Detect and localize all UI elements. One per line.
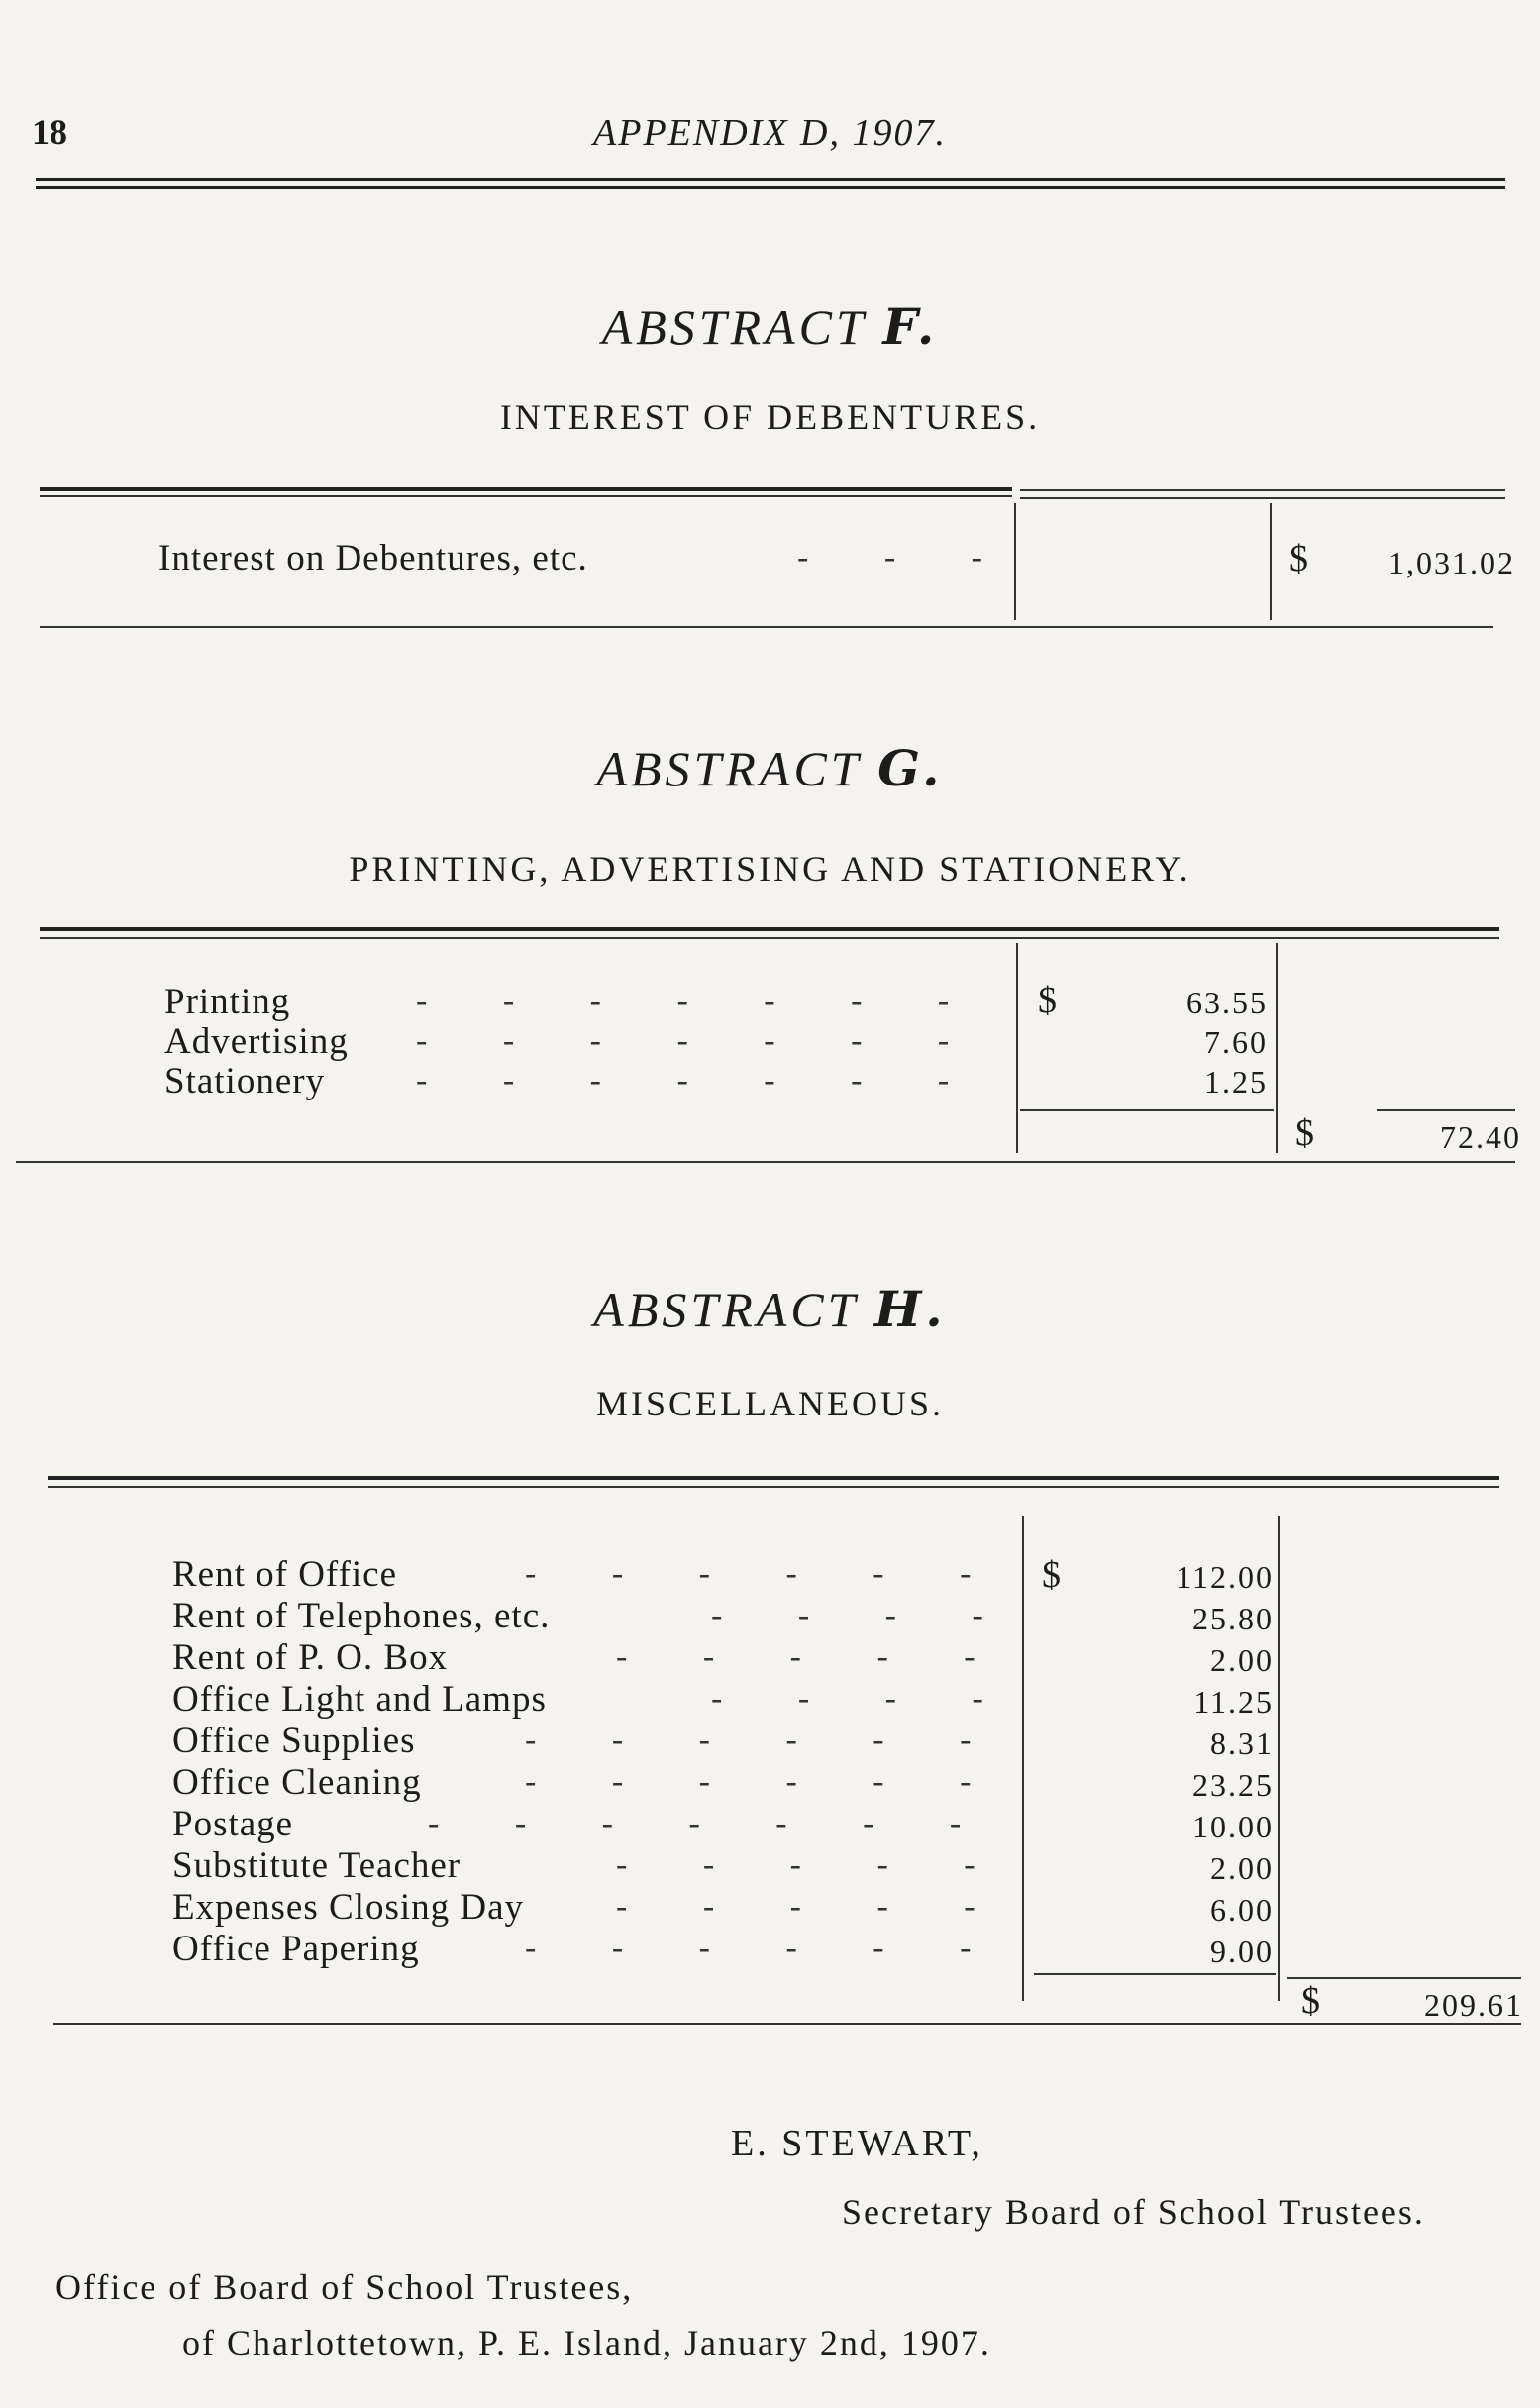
abstract-g-item-leader: - - - - - - -	[416, 1022, 983, 1059]
abstract-f-total: 1,031.02	[1388, 545, 1515, 580]
abstract-g-total: 72.40	[1440, 1119, 1521, 1155]
abstract-f-title-word: ABSTRACT	[601, 299, 867, 355]
abstract-f-item-label: Interest on Debentures, etc.	[158, 538, 588, 578]
abstract-g-title	[0, 739, 1540, 797]
abstract-h-item-amount: 10.00	[1192, 1809, 1274, 1844]
abstract-g-item-label: Advertising	[164, 1021, 349, 1062]
abstract-h-item-leader: - - - - - -	[525, 1763, 1005, 1800]
abstract-g-item-label: Printing	[164, 982, 291, 1022]
abstract-h-item-leader: - - - - - -	[525, 1555, 1005, 1592]
abstract-h-bottom-rule	[53, 2023, 1521, 2025]
abstract-h-item-label: Rent of Telephones, etc.	[172, 1596, 551, 1636]
abstract-h-total-currency: $	[1301, 1980, 1320, 2022]
office-address-line-1: Office of Board of School Trustees,	[55, 2267, 634, 2307]
abstract-h-item-label: Rent of P. O. Box	[172, 1637, 449, 1678]
abstract-h-total-rule	[1287, 1977, 1521, 1979]
abstract-g-total-currency: $	[1295, 1112, 1314, 1154]
header-rule	[36, 178, 1505, 189]
abstract-h-title	[0, 1280, 1540, 1338]
abstract-f-bottom-rule	[40, 626, 1493, 628]
abstract-g-item-leader: - - - - - - -	[416, 983, 983, 1019]
abstract-g-item-label: Stationery	[164, 1061, 326, 1101]
abstract-h-item-amount: 23.25	[1192, 1767, 1274, 1803]
abstract-g-bottom-rule	[16, 1161, 1515, 1163]
abstract-h-top-rule	[48, 1476, 1499, 1480]
abstract-f-col-divider-2	[1270, 503, 1272, 620]
page-header	[0, 107, 1540, 166]
abstract-h-item-label: Postage	[172, 1804, 294, 1844]
abstract-h-item-amount: 6.00	[1210, 1892, 1274, 1928]
abstract-h-item-label: Expenses Closing Day	[172, 1887, 525, 1928]
abstract-g-top-rule	[40, 927, 1499, 931]
abstract-h-item-label: Rent of Office	[172, 1554, 398, 1595]
abstract-g-item-amount: 63.55	[1186, 985, 1268, 1020]
abstract-h-item-amount: 2.00	[1210, 1850, 1274, 1886]
abstract-g-item-amount: 1.25	[1204, 1064, 1268, 1099]
abstract-h-item-leader: - - - - -	[616, 1638, 1009, 1675]
abstract-f-top-rule-right	[1020, 489, 1505, 491]
abstract-h-item-amount: 2.00	[1210, 1642, 1274, 1678]
abstract-h-subtotal-rule	[1034, 1973, 1276, 1975]
abstract-h-item-amount: 112.00	[1176, 1559, 1274, 1595]
running-title: APPENDIX D, 1907.	[593, 112, 947, 154]
abstract-g-item-amount: 7.60	[1204, 1024, 1268, 1060]
abstract-h-item-leader: - - - -	[711, 1597, 1017, 1633]
abstract-g-top-rule-thin	[40, 937, 1499, 939]
abstract-g-title-word: ABSTRACT	[596, 741, 862, 796]
abstract-h-item-amount: 11.25	[1193, 1684, 1274, 1720]
abstract-h-col-divider-1	[1022, 1516, 1024, 2001]
abstract-h-item-amount: 25.80	[1192, 1601, 1274, 1636]
abstract-g-item-leader: - - - - - - -	[416, 1062, 983, 1099]
abstract-h-item-label: Office Light and Lamps	[172, 1679, 547, 1720]
abstract-h-currency: $	[1042, 1554, 1061, 1596]
abstract-h-item-leader: - - - - - - -	[428, 1805, 995, 1841]
abstract-g-total-rule	[1377, 1109, 1515, 1111]
abstract-g-col-divider-1	[1016, 943, 1018, 1153]
abstract-h-subtitle: MISCELLANEOUS.	[595, 1384, 944, 1423]
abstract-g-subtotal-rule	[1020, 1109, 1274, 1111]
abstract-f-subtitle: INTEREST OF DEBENTURES.	[499, 397, 1041, 437]
abstract-h-item-label: Substitute Teacher	[172, 1845, 462, 1886]
abstract-f-title-letter: F.	[882, 297, 939, 356]
abstract-h-top-rule-thin	[48, 1486, 1499, 1488]
signer-title: Secretary Board of School Trustees.	[842, 2192, 1425, 2232]
abstract-h-title-letter: H.	[874, 1280, 947, 1338]
abstract-h-item-leader: - - - - - -	[525, 1930, 1005, 1966]
page-number: 18	[32, 112, 67, 152]
abstract-g-col-divider-2	[1276, 943, 1278, 1153]
abstract-h-item-leader: - - - - - -	[525, 1722, 1005, 1758]
abstract-h-item-label: Office Papering	[172, 1929, 420, 1969]
abstract-f-top-rule-left	[40, 487, 1012, 491]
abstract-h-item-leader: - - - - -	[616, 1888, 1009, 1925]
abstract-f-top-rule-left-thin	[40, 495, 1012, 497]
abstract-h-title-word: ABSTRACT	[593, 1282, 859, 1337]
abstract-g-currency: $	[1038, 980, 1057, 1021]
office-address-line-2: of Charlottetown, P. E. Island, January 2nd, 1907.	[182, 2323, 991, 2362]
signer-name: E. STEWART,	[731, 2123, 983, 2164]
abstract-h-item-label: Office Supplies	[172, 1721, 416, 1761]
abstract-f-item-leader: - - -	[797, 539, 1016, 576]
abstract-h-item-leader: - - - - -	[616, 1846, 1009, 1883]
abstract-h-item-amount: 9.00	[1210, 1934, 1274, 1969]
abstract-h-total: 209.61	[1424, 1987, 1523, 2023]
abstract-f-top-rule-right-thin	[1020, 497, 1505, 499]
abstract-h-item-leader: - - - -	[711, 1680, 1017, 1717]
abstract-g-title-letter: G.	[877, 739, 944, 797]
abstract-h-col-divider-2	[1278, 1516, 1280, 2001]
abstract-f-total-currency: $	[1289, 538, 1308, 579]
abstract-g-subtitle: PRINTING, ADVERTISING AND STATIONERY.	[349, 849, 1191, 889]
abstract-h-item-label: Office Cleaning	[172, 1762, 422, 1803]
abstract-f-title	[0, 297, 1540, 356]
abstract-h-item-amount: 8.31	[1210, 1726, 1274, 1761]
